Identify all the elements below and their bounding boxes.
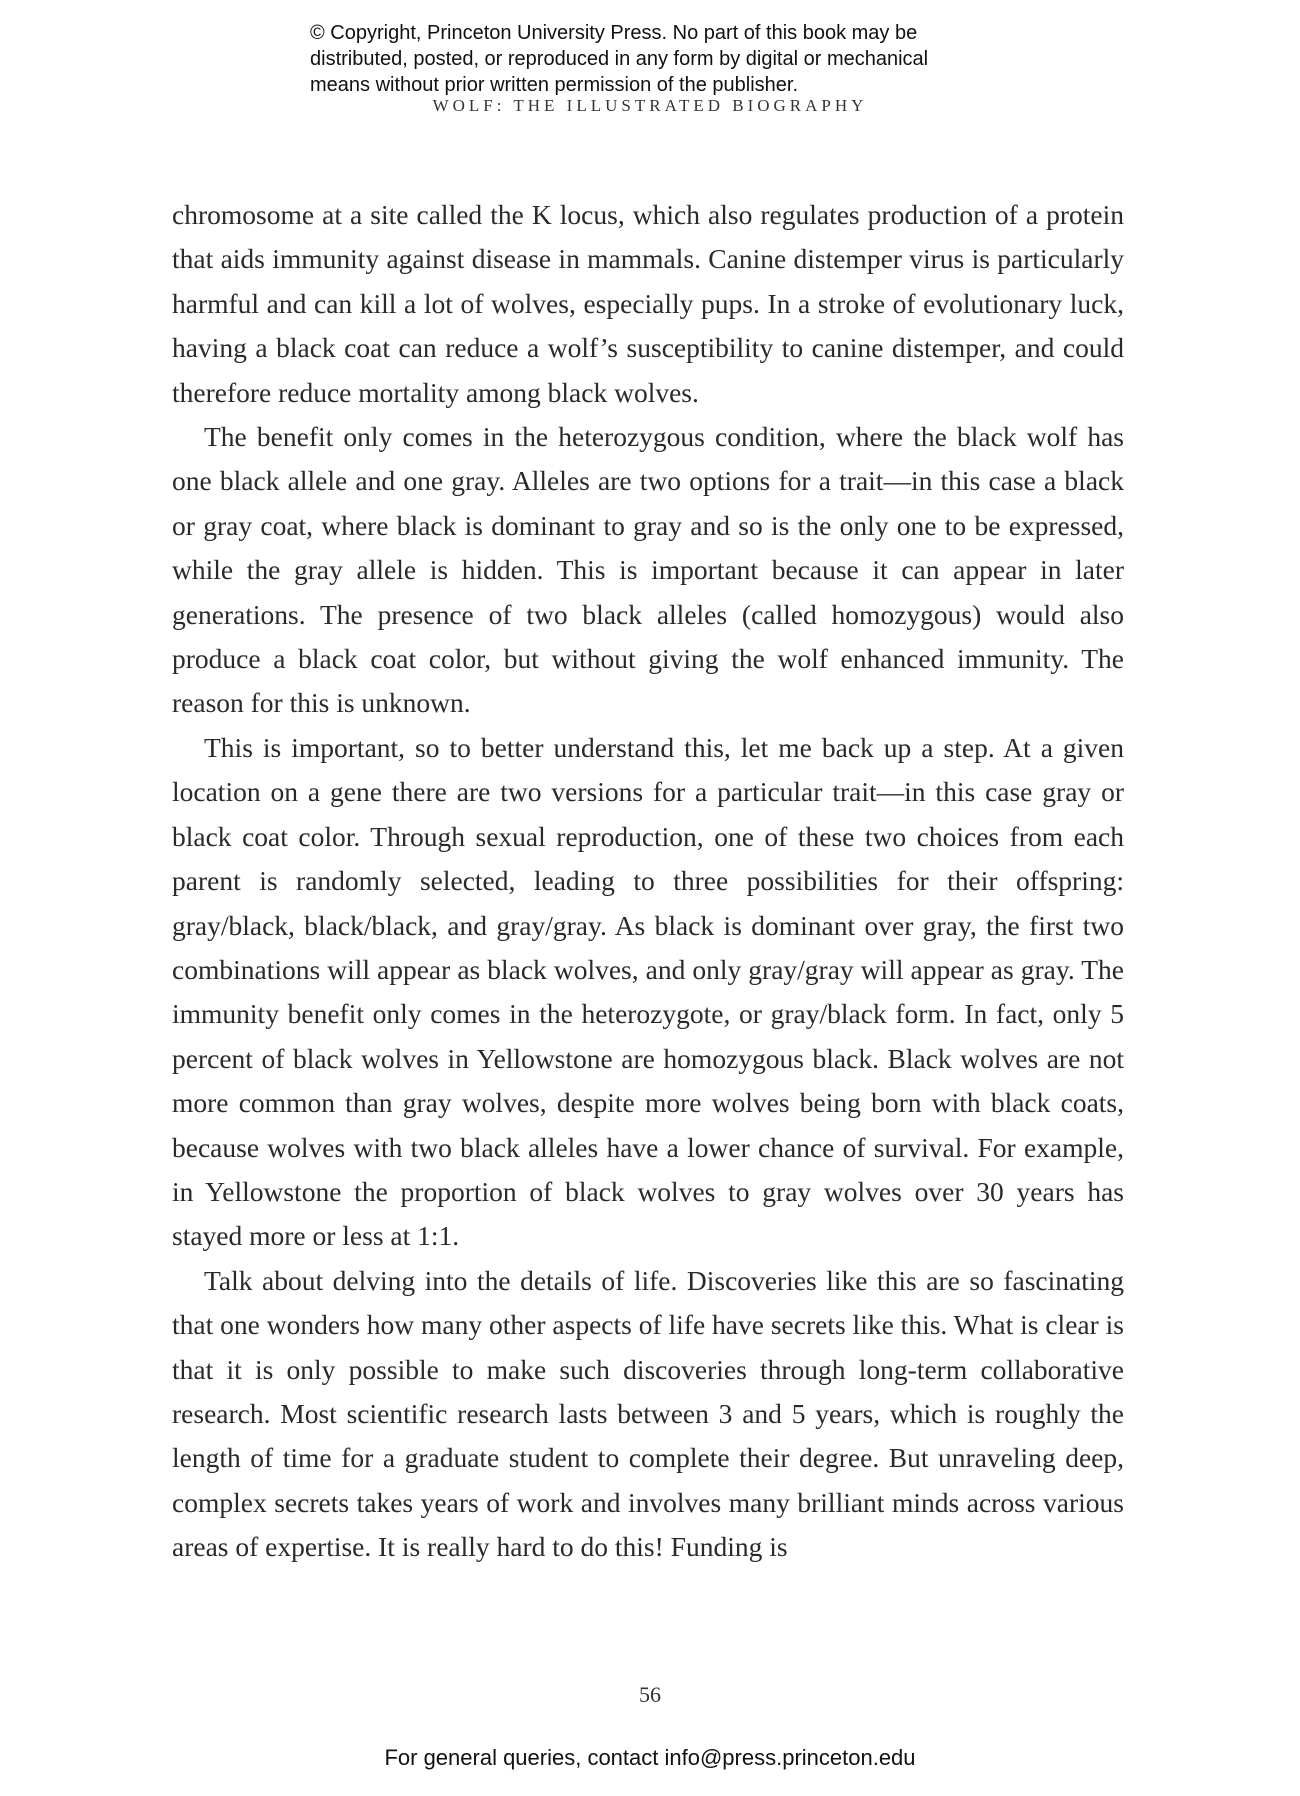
running-head: WOLF: THE ILLUSTRATED BIOGRAPHY bbox=[432, 96, 868, 115]
paragraph: chromosome at a site called the K locus, which also regulates production of a protein that aids immunity against disease in mammals. Canine distemper virus is particularly harmful and can kill a lot of wolves, especially pups. In a stroke of evolutionary luck, having a black coat can reduce a wolf’s susceptibility to canine distemper, and could therefore reduce mortality among black wolves. bbox=[172, 199, 1124, 408]
copyright-line: distributed, posted, or reproduced in any form by digital or mechanical bbox=[310, 48, 929, 70]
footer-contact: For general queries, contact info@press.princeton.edu bbox=[384, 1745, 916, 1770]
copyright-line: means without prior written permission of the publisher. bbox=[310, 74, 799, 96]
copyright-line: © Copyright, Princeton University Press. No part of this book may be bbox=[310, 22, 918, 44]
paragraph: This is important, so to better understand this, let me back up a step. At a given location on a gene there are two versions for a particular trait—in this case gray or black coat color. Through sexual reproduction, one of these two choices from each parent is randomly selected, leading to three possibilities for their offspring: gray/black, black/black, and gray/gray. As black is dominant over gray, the first two combinations will appear as black wolves, and only gray/gray will appear as gray. The immunity benefit only comes in the heterozygote, or gray/black form. In fact, only 5 percent of black wolves in Yellowstone are homozygous black. Black wolves are not more common than gray wolves, despite more wolves being born with black coats, because wolves with two black alleles have a lower chance of survival. For example, in Yellowstone the proportion of black wolves to gray wolves over 30 years has stayed more or less at 1:1. bbox=[172, 731, 1124, 1252]
paragraph: The benefit only comes in the heterozygous condition, where the black wolf has one black allele and one gray. Alleles are two options for a trait—in this case a black or gray coat, where black is dominant to gray and so is the only one to be expressed, while the gray allele is hidden. This is important because it can appear in later generations. The presence of two black alleles (called homozygous) would also produce a black coat color, but without giving the wolf enhanced immunity. The reason for this is unknown. bbox=[172, 421, 1124, 719]
page-number: 56 bbox=[639, 1682, 661, 1707]
copyright-notice bbox=[310, 20, 1030, 98]
paragraph: Talk about delving into the details of life. Discoveries like this are so fascinating that one wonders how many other aspects of life have secrets like this. What is clear is that it is only possible to make such discoveries through long-term collaborative research. Most scientific research lasts between 3 and 5 years, which is roughly the length of time for a graduate student to complete their degree. But unraveling deep, complex secrets takes years of work and involves many brilliant minds across various areas of expertise. It is really hard to do this! Funding is bbox=[172, 1264, 1124, 1563]
body-text bbox=[172, 193, 1124, 1570]
